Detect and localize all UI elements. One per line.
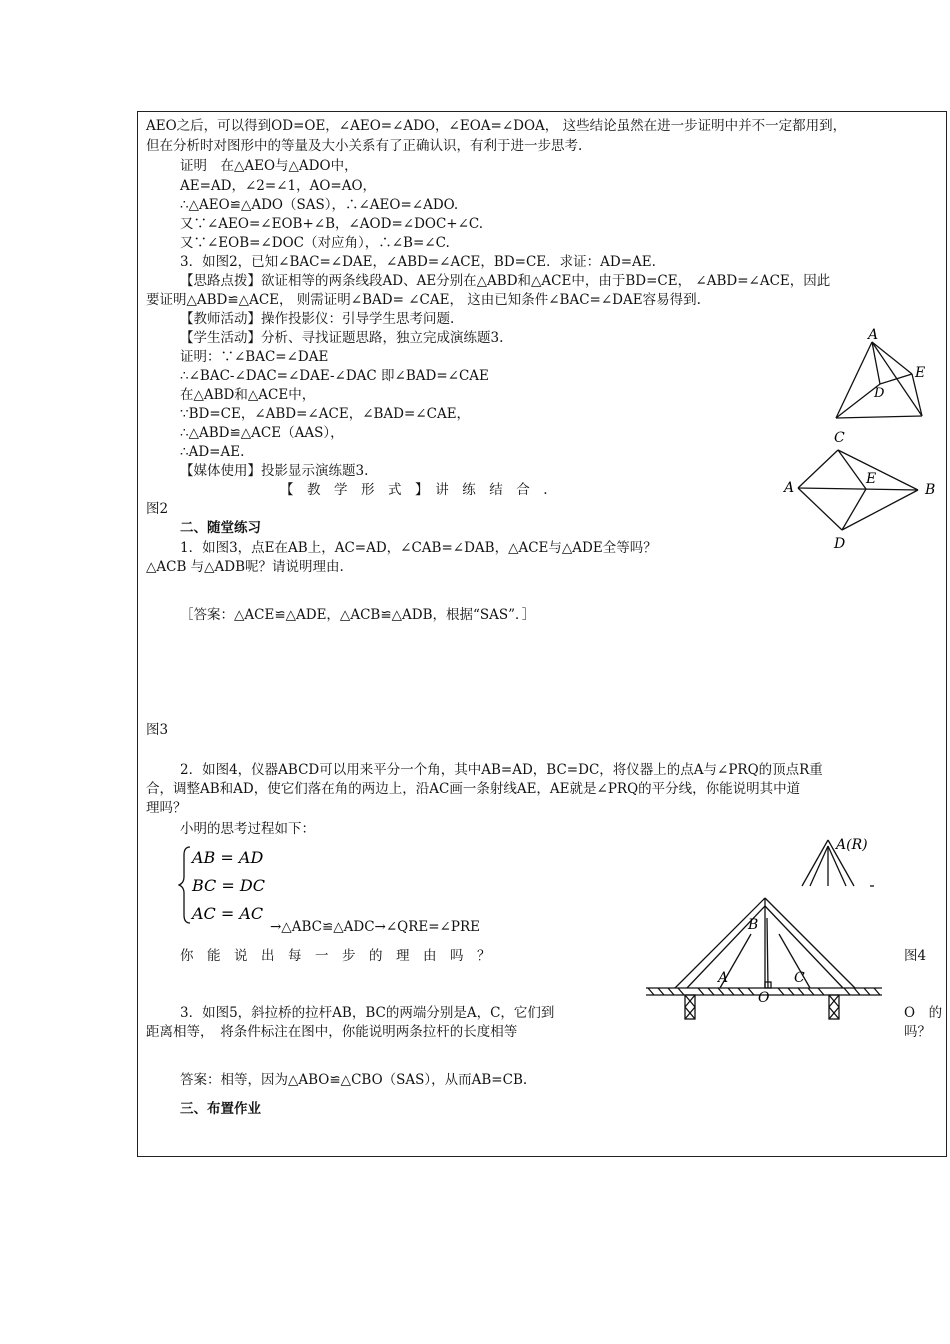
- text-line: →△ABC≌△ADC→∠QRE=∠PRE: [270, 919, 480, 935]
- text-line: 证明 在△AEO与△ADO中，: [180, 158, 358, 174]
- equation-system: [178, 843, 278, 927]
- text-line: 吗？: [904, 1024, 931, 1040]
- figure-caption: 图2: [146, 501, 169, 517]
- text-line: 但在分析时对图形中的等量及大小关系有了正确认识，有利于进一步思考.: [146, 138, 583, 154]
- text-line: AE=AD，∠2=∠1，AO=AO，: [180, 178, 377, 194]
- answer-line: ［答案：△ACE≌△ADE，△ACB≌△ADB，根据“SAS”．］: [180, 607, 536, 623]
- brace: [179, 847, 190, 923]
- vertex-label: E: [866, 471, 877, 487]
- section-heading: 三、布置作业: [180, 1101, 261, 1117]
- text-line: 合，调整AB和AD，使它们落在角的两边上，沿AC画一条射线AE，AE就是∠PRQ的平分线，你能说明其中道: [146, 781, 801, 797]
- vertex-label: C: [794, 970, 805, 986]
- figure-3-diagram: [782, 426, 942, 554]
- text-line: 在△ABD和△ACE中，: [180, 387, 316, 403]
- text-line: 又∵∠EOB=∠DOC（对应角），∴∠B=∠C.: [180, 235, 450, 251]
- text-line: ∴AD=AE.: [180, 444, 245, 460]
- figure-4-inset: [796, 832, 886, 892]
- vertex-label: O: [758, 990, 770, 1006]
- figure-caption: 图3: [146, 722, 169, 738]
- text-line: 2．如图4，仪器ABCD可以用来平分一个角，其中AB=AD，BC=DC，将仪器上的点A与∠PRQ的顶点R重: [180, 762, 823, 778]
- vertex-label: A: [784, 480, 795, 496]
- vertex-label: A(R): [836, 837, 868, 853]
- text-line: 1．如图3，点E在AB上，AC=AD，∠CAB=∠DAB，△ACE与△ADE全等吗？: [180, 540, 657, 556]
- text-line: 要证明△ABD≌△ACE， 则需证明∠BAD= ∠CAE， 这由已知条件∠BAC=∠DAE容易得到.: [146, 292, 701, 308]
- figure-2-diagram: [828, 326, 940, 422]
- text-line: 又∵∠AEO=∠EOB+∠B，∠AOD=∠DOC+∠C.: [180, 216, 484, 232]
- text-line: 证明：∵∠BAC=∠DAE: [180, 349, 329, 365]
- text-line: △ACB 与△ADB呢？请说明理由.: [146, 559, 344, 575]
- text-line: 距离相等， 将条件标注在图中，你能说明两条拉杆的长度相等: [146, 1024, 518, 1040]
- vertex-label: B: [748, 917, 759, 933]
- equation: AB = AD: [192, 848, 264, 867]
- text-line: 【 教 学 形 式 】 讲 练 结 合 .: [280, 482, 548, 498]
- text-line: 【思路点拨】欲证相等的两条线段AD、AE分别在△ABD和△ACE中，由于BD=CE， ∠ABD=∠ACE，因此: [180, 273, 831, 289]
- text-line: 3．如图2，已知∠BAC=∠DAE，∠ABD=∠ACE，BD=CE．求证：AD=AE.: [180, 254, 656, 270]
- vertex-label: A: [718, 970, 729, 986]
- equation: AC = AC: [192, 904, 264, 923]
- text-line: ∵BD=CE，∠ABD=∠ACE，∠BAD=∠CAE，: [180, 406, 471, 422]
- text-line: ∴∠BAC-∠DAC=∠DAE-∠DAC 即∠BAD=∠CAE: [180, 368, 489, 384]
- text-line: 【教师活动】操作投影仪：引导学生思考问题.: [180, 311, 455, 327]
- text-line: 【媒体使用】投影显示演练题3.: [180, 463, 369, 479]
- text-line: 理吗？: [146, 800, 187, 816]
- vertex-label: E: [915, 365, 926, 381]
- text-line: 【学生活动】分析、寻找证题思路，独立完成演练题3.: [180, 330, 504, 346]
- text-line: 你 能 说 出 每 一 步 的 理 由 吗 ？: [180, 948, 491, 964]
- vertex-label: C: [834, 430, 845, 446]
- text-line: O 的: [904, 1005, 943, 1021]
- vertex-label: D: [874, 386, 885, 401]
- equation: BC = DC: [192, 876, 265, 895]
- text-line: 小明的思考过程如下：: [180, 821, 315, 837]
- text-line: ∴△ABD≌△ACE（AAS），: [180, 425, 344, 441]
- answer-line: 答案：相等，因为△ABO≌△CBO（SAS），从而AB=CB.: [180, 1072, 528, 1088]
- section-heading: 二、随堂练习: [180, 520, 261, 536]
- text-line: ∴△AEO≌△ADO（SAS），∴∠AEO=∠ADO.: [180, 197, 459, 213]
- figure-5-bridge-diagram: [644, 892, 884, 1024]
- text-line: 3．如图5，斜拉桥的拉杆AB，BC的两端分别是A，C，它们到: [180, 1005, 555, 1021]
- vertex-label: B: [925, 482, 936, 498]
- vertex-label: D: [834, 536, 846, 552]
- vertex-label: A: [868, 327, 879, 343]
- figure-caption: 图4: [904, 948, 927, 964]
- text-line: AEO之后，可以得到OD=OE，∠AEO=∠ADO，∠EOA=∠DOA， 这些结论虽然在进一步证明中并不一定都用到，: [146, 118, 847, 134]
